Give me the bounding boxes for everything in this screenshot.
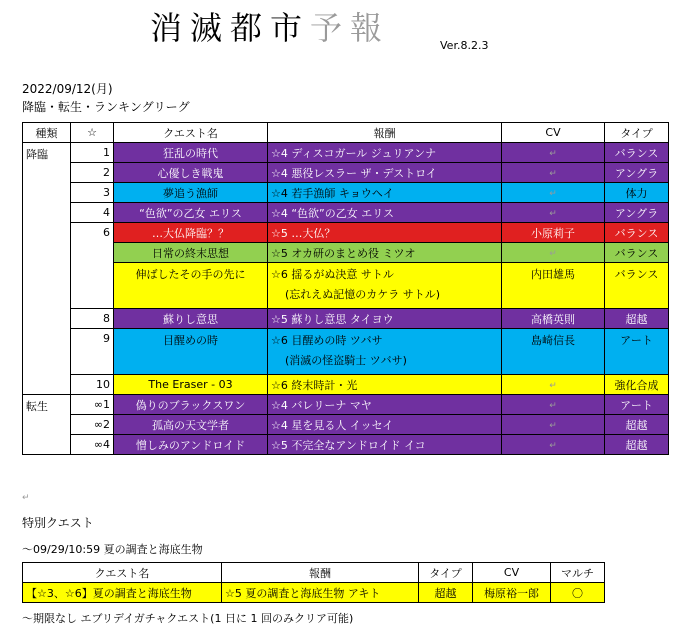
table-row bbox=[23, 203, 669, 223]
table-row bbox=[23, 395, 669, 415]
quest-table bbox=[22, 122, 669, 455]
star-cell: 2 bbox=[71, 163, 114, 183]
section-heading-special: 特別クエスト bbox=[22, 516, 94, 530]
reward-cell: ☆5 …大仏？ bbox=[268, 223, 502, 243]
return-mark: ↵ bbox=[549, 421, 557, 431]
star-cell: ∞1 bbox=[71, 395, 114, 415]
cv-cell: 梅原裕一郎 bbox=[473, 583, 551, 603]
table-row bbox=[23, 183, 669, 203]
multi-cell: 〇 bbox=[551, 583, 605, 603]
cv-cell bbox=[502, 143, 605, 163]
quest-cell: 狂乱の時代 bbox=[114, 143, 268, 163]
return-mark: ↵ bbox=[549, 149, 557, 159]
cv-cell: 島崎信長 bbox=[502, 329, 605, 375]
category-cell: バランス bbox=[605, 263, 669, 309]
category-cell: 超越 bbox=[605, 415, 669, 435]
reward-cell: ☆5 蘇りし意思 タイヨウ bbox=[268, 309, 502, 329]
quest-cell: 孤高の天文学者 bbox=[114, 415, 268, 435]
title-main-text: 消滅都市 bbox=[150, 9, 311, 47]
quest-cell: 偽りのブラックスワン bbox=[114, 395, 268, 415]
page-title bbox=[150, 3, 390, 49]
table-header-row bbox=[23, 123, 669, 143]
cv-cell bbox=[502, 375, 605, 395]
quest-cell: 蘇りし意思 bbox=[114, 309, 268, 329]
limited-quest-line: ～期限なし エブリデイガチャクエスト(1 日に 1 回のみクリア可能) bbox=[22, 612, 354, 625]
reward-cell bbox=[268, 263, 502, 309]
star-cell: 8 bbox=[71, 309, 114, 329]
reward-line-sub: (消滅の怪盗騎士 ツバサ) bbox=[285, 354, 407, 367]
group-label-kourin: 降臨 bbox=[23, 143, 71, 395]
header-quest: クエスト名 bbox=[23, 563, 222, 583]
special-quest-table bbox=[22, 562, 605, 603]
quest-cell: 【☆3、☆6】夏の調査と海底生物 bbox=[23, 583, 222, 603]
cv-cell bbox=[502, 243, 605, 263]
table-row bbox=[23, 223, 669, 243]
category-cell: 超越 bbox=[419, 583, 473, 603]
star-cell: 1 bbox=[71, 143, 114, 163]
star-cell: ∞2 bbox=[71, 415, 114, 435]
table-row bbox=[23, 435, 669, 455]
quest-cell: 目醒めの時 bbox=[114, 329, 268, 375]
header-category: タイプ bbox=[419, 563, 473, 583]
cv-cell: 内田雄馬 bbox=[502, 263, 605, 309]
reward-cell bbox=[268, 329, 502, 375]
category-cell: アート bbox=[605, 395, 669, 415]
star-cell: 3 bbox=[71, 183, 114, 203]
table-row bbox=[23, 263, 669, 309]
table-row bbox=[23, 583, 605, 603]
return-mark: ↵ bbox=[549, 401, 557, 411]
reward-cell: ☆4 ディスコガール ジュリアンナ bbox=[268, 143, 502, 163]
quest-cell: The Eraser - 03 bbox=[114, 375, 268, 395]
return-mark: ↵ bbox=[549, 249, 557, 259]
group-label-tensei: 転生 bbox=[23, 395, 71, 455]
star-cell: 6 bbox=[71, 223, 114, 309]
reward-line: ☆6 揺るがぬ決意 サトル bbox=[271, 268, 394, 281]
table-row bbox=[23, 309, 669, 329]
quest-cell: “色欲”の乙女 エリス bbox=[114, 203, 268, 223]
quest-cell: 夢追う漁師 bbox=[114, 183, 268, 203]
cv-cell bbox=[502, 435, 605, 455]
title-sub-text: 予報 bbox=[310, 9, 391, 47]
quest-cell: 日常の終末思想 bbox=[114, 243, 268, 263]
header-category: タイプ bbox=[605, 123, 669, 143]
cv-cell bbox=[502, 415, 605, 435]
table-row bbox=[23, 143, 669, 163]
header-multi: マルチ bbox=[551, 563, 605, 583]
table-row bbox=[23, 375, 669, 395]
category-cell: アングラ bbox=[605, 163, 669, 183]
table-header-row bbox=[23, 563, 605, 583]
quest-cell: 心優しき戦鬼 bbox=[114, 163, 268, 183]
table-row bbox=[23, 163, 669, 183]
quest-cell: …大仏降臨？？ bbox=[114, 223, 268, 243]
version-label: Ver.8.2.3 bbox=[440, 39, 489, 52]
star-cell: 10 bbox=[71, 375, 114, 395]
quest-cell: 憎しみのアンドロイド bbox=[114, 435, 268, 455]
category-cell: 体力 bbox=[605, 183, 669, 203]
reward-line-sub: (忘れえぬ記憶のカケラ サトル) bbox=[285, 288, 441, 301]
category-cell: 超越 bbox=[605, 435, 669, 455]
return-mark: ↵ bbox=[549, 381, 557, 391]
category-cell: アート bbox=[605, 329, 669, 375]
return-mark: ↵ bbox=[549, 209, 557, 219]
category-cell: アングラ bbox=[605, 203, 669, 223]
cv-cell: 小原莉子 bbox=[502, 223, 605, 243]
header-type: 種類 bbox=[23, 123, 71, 143]
header-quest: クエスト名 bbox=[114, 123, 268, 143]
star-cell: ∞4 bbox=[71, 435, 114, 455]
category-cell: 強化合成 bbox=[605, 375, 669, 395]
limited-quest-line: ～09/29/10:59 夏の調査と海底生物 bbox=[22, 543, 203, 556]
star-cell: 9 bbox=[71, 329, 114, 375]
reward-cell: ☆4 バレリーナ マヤ bbox=[268, 395, 502, 415]
table-row bbox=[23, 415, 669, 435]
reward-cell: ☆4 悪役レスラー ザ・デストロイ bbox=[268, 163, 502, 183]
cv-cell: 高橋英則 bbox=[502, 309, 605, 329]
reward-cell: ☆5 夏の調査と海底生物 アキト bbox=[222, 583, 419, 603]
date-label: 2022/09/12(月) bbox=[22, 82, 113, 96]
header-cv: CV bbox=[473, 563, 551, 583]
reward-cell: ☆4 “色欲”の乙女 エリス bbox=[268, 203, 502, 223]
star-cell: 4 bbox=[71, 203, 114, 223]
header-reward: 報酬 bbox=[268, 123, 502, 143]
reward-cell: ☆5 不完全なアンドロイド イコ bbox=[268, 435, 502, 455]
section-heading-kourin: 降臨・転生・ランキングリーグ bbox=[22, 100, 190, 114]
return-mark: ↵ bbox=[549, 441, 557, 451]
table-row bbox=[23, 243, 669, 263]
cv-cell bbox=[502, 203, 605, 223]
cv-cell bbox=[502, 395, 605, 415]
reward-line: ☆6 目醒めの時 ツバサ bbox=[271, 334, 383, 347]
return-mark: ↵ bbox=[549, 189, 557, 199]
paragraph-mark: ↵ bbox=[22, 493, 30, 503]
header-star: ☆ bbox=[71, 123, 114, 143]
category-cell: 超越 bbox=[605, 309, 669, 329]
table-row bbox=[23, 329, 669, 375]
quest-cell: 伸ばしたその手の先に bbox=[114, 263, 268, 309]
return-mark: ↵ bbox=[549, 169, 557, 179]
cv-cell bbox=[502, 163, 605, 183]
category-cell: バランス bbox=[605, 143, 669, 163]
cv-cell bbox=[502, 183, 605, 203]
header-cv: CV bbox=[502, 123, 605, 143]
reward-cell: ☆6 終末時計・光 bbox=[268, 375, 502, 395]
header-reward: 報酬 bbox=[222, 563, 419, 583]
reward-cell: ☆4 星を見る人 イッセイ bbox=[268, 415, 502, 435]
reward-cell: ☆4 若手漁師 キョウヘイ bbox=[268, 183, 502, 203]
category-cell: バランス bbox=[605, 223, 669, 243]
category-cell: バランス bbox=[605, 243, 669, 263]
reward-cell: ☆5 オカ研のまとめ役 ミツオ bbox=[268, 243, 502, 263]
